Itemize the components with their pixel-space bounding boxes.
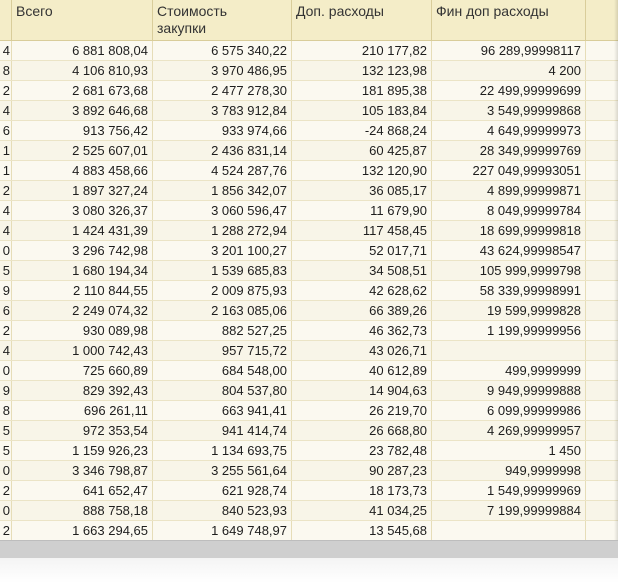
table-row[interactable] [0, 181, 618, 201]
cell-row-code[interactable]: 4 [0, 201, 12, 220]
cell-extra-costs[interactable]: 34 508,51 [292, 261, 432, 280]
table-row[interactable] [0, 141, 618, 161]
cell-extra-costs[interactable]: 26 668,80 [292, 421, 432, 440]
cell-total[interactable]: 725 660,89 [12, 361, 153, 380]
header-total[interactable]: Всего [12, 0, 153, 40]
cell-extra-costs[interactable]: 181 895,38 [292, 81, 432, 100]
cell-purchase-cost[interactable]: 3 783 912,84 [153, 101, 292, 120]
cell-fin-extra-costs[interactable]: 4 269,99999957 [432, 421, 586, 440]
cell-total[interactable]: 829 392,43 [12, 381, 153, 400]
cell-row-code[interactable]: 5 [0, 441, 12, 460]
cell-extra-costs[interactable]: -24 868,24 [292, 121, 432, 140]
cell-total[interactable]: 1 680 194,34 [12, 261, 153, 280]
cell-row-code[interactable]: 0 [0, 241, 12, 260]
cell-purchase-cost[interactable]: 2 477 278,30 [153, 81, 292, 100]
cell-extra-costs[interactable]: 90 287,23 [292, 461, 432, 480]
cell-extra-costs[interactable]: 66 389,26 [292, 301, 432, 320]
cell-total[interactable]: 641 652,47 [12, 481, 153, 500]
cell-total[interactable]: 913 756,42 [12, 121, 153, 140]
cell-total[interactable]: 3 346 798,87 [12, 461, 153, 480]
table-row[interactable] [0, 161, 618, 181]
cell-row-code[interactable]: 0 [0, 501, 12, 520]
cell-extra-costs[interactable]: 43 026,71 [292, 341, 432, 360]
cell-extra-costs[interactable]: 132 123,98 [292, 61, 432, 80]
cell-purchase-cost[interactable]: 1 856 342,07 [153, 181, 292, 200]
cell-total[interactable]: 1 663 294,65 [12, 521, 153, 540]
cell-total[interactable]: 6 881 808,04 [12, 41, 153, 60]
cell-row-code[interactable]: 4 [0, 341, 12, 360]
cell-purchase-cost[interactable]: 941 414,74 [153, 421, 292, 440]
cell-total[interactable]: 1 159 926,23 [12, 441, 153, 460]
table-row[interactable] [0, 461, 618, 481]
cell-purchase-cost[interactable]: 2 436 831,14 [153, 141, 292, 160]
cell-purchase-cost[interactable]: 4 524 287,76 [153, 161, 292, 180]
cell-fin-extra-costs[interactable]: 4 899,99999871 [432, 181, 586, 200]
cell-purchase-cost[interactable]: 1 288 272,94 [153, 221, 292, 240]
cell-row-code[interactable]: 1 [0, 141, 12, 160]
table-header [0, 0, 618, 41]
cell-purchase-cost[interactable]: 1 134 693,75 [153, 441, 292, 460]
cell-extra-costs[interactable]: 23 782,48 [292, 441, 432, 460]
cell-purchase-cost[interactable]: 933 974,66 [153, 121, 292, 140]
cell-row-code[interactable]: 2 [0, 81, 12, 100]
cell-purchase-cost[interactable]: 3 255 561,64 [153, 461, 292, 480]
cell-fin-extra-costs[interactable]: 22 499,99999699 [432, 81, 586, 100]
table-body [0, 41, 618, 561]
cell-fin-extra-costs[interactable] [432, 521, 586, 540]
cell-purchase-cost[interactable]: 804 537,80 [153, 381, 292, 400]
cell-purchase-cost[interactable]: 1 539 685,83 [153, 261, 292, 280]
cell-total[interactable]: 972 353,54 [12, 421, 153, 440]
cell-fin-extra-costs[interactable]: 8 049,99999784 [432, 201, 586, 220]
cell-fin-extra-costs[interactable]: 499,9999999 [432, 361, 586, 380]
header-fin-extra-costs[interactable]: Фин доп расходы [432, 0, 586, 40]
table-row[interactable] [0, 261, 618, 281]
table-row[interactable] [0, 281, 618, 301]
cell-purchase-cost[interactable]: 684 548,00 [153, 361, 292, 380]
cell-extra-costs[interactable]: 11 679,90 [292, 201, 432, 220]
window-bottom-area [0, 558, 618, 583]
cell-row-code[interactable]: 4 [0, 221, 12, 240]
header-cut-column[interactable] [0, 0, 12, 40]
cell-extra-costs[interactable]: 52 017,71 [292, 241, 432, 260]
cell-total[interactable]: 1 000 742,43 [12, 341, 153, 360]
table-row[interactable] [0, 221, 618, 241]
cell-total[interactable]: 3 892 646,68 [12, 101, 153, 120]
cell-fin-extra-costs[interactable]: 43 624,99998547 [432, 241, 586, 260]
table-row[interactable] [0, 481, 618, 501]
cell-extra-costs[interactable]: 40 612,89 [292, 361, 432, 380]
cell-purchase-cost[interactable]: 957 715,72 [153, 341, 292, 360]
cell-fin-extra-costs[interactable]: 96 289,99998117 [432, 41, 586, 60]
cell-fin-extra-costs[interactable]: 7 199,99999884 [432, 501, 586, 520]
cell-total[interactable]: 1 424 431,39 [12, 221, 153, 240]
table-row[interactable] [0, 521, 618, 541]
table-row[interactable] [0, 421, 618, 441]
cell-row-code[interactable]: 1 [0, 161, 12, 180]
header-purchase-cost[interactable]: Стоимость закупки [153, 0, 292, 40]
table-row[interactable] [0, 81, 618, 101]
cell-fin-extra-costs[interactable] [432, 341, 586, 360]
table-row[interactable] [0, 121, 618, 141]
cell-total[interactable]: 2 249 074,32 [12, 301, 153, 320]
cell-total[interactable]: 2 110 844,55 [12, 281, 153, 300]
cell-row-code[interactable]: 5 [0, 261, 12, 280]
cell-fin-extra-costs[interactable]: 19 599,9999828 [432, 301, 586, 320]
cell-row-code[interactable]: 0 [0, 461, 12, 480]
cell-row-code[interactable]: 4 [0, 101, 12, 120]
cell-total[interactable]: 3 296 742,98 [12, 241, 153, 260]
cell-row-code[interactable]: 8 [0, 401, 12, 420]
table-row[interactable] [0, 501, 618, 521]
cell-total[interactable]: 1 897 327,24 [12, 181, 153, 200]
cell-extra-costs[interactable]: 132 120,90 [292, 161, 432, 180]
cell-purchase-cost[interactable]: 2 009 875,93 [153, 281, 292, 300]
cell-fin-extra-costs[interactable]: 28 349,99999769 [432, 141, 586, 160]
horizontal-scrollbar[interactable] [0, 540, 618, 559]
cell-purchase-cost[interactable]: 621 928,74 [153, 481, 292, 500]
cell-fin-extra-costs[interactable]: 4 200 [432, 61, 586, 80]
cell-row-code[interactable]: 4 [0, 41, 12, 60]
cell-row-code[interactable]: 2 [0, 321, 12, 340]
cell-extra-costs[interactable]: 13 545,68 [292, 521, 432, 540]
cell-row-code[interactable]: 8 [0, 61, 12, 80]
cell-total[interactable]: 4 883 458,66 [12, 161, 153, 180]
cell-total[interactable]: 2 525 607,01 [12, 141, 153, 160]
table-row[interactable] [0, 441, 618, 461]
header-extra-costs[interactable]: Доп. расходы [292, 0, 432, 40]
cell-row-code[interactable]: 5 [0, 421, 12, 440]
table-row[interactable] [0, 41, 618, 61]
table-row[interactable] [0, 361, 618, 381]
cell-fin-extra-costs[interactable]: 3 549,99999868 [432, 101, 586, 120]
cell-purchase-cost[interactable]: 882 527,25 [153, 321, 292, 340]
cell-total[interactable]: 4 106 810,93 [12, 61, 153, 80]
cell-extra-costs[interactable]: 14 904,63 [292, 381, 432, 400]
right-edge-shadow [614, 0, 618, 558]
cell-row-code[interactable]: 6 [0, 121, 12, 140]
table-row[interactable] [0, 321, 618, 341]
cell-total[interactable]: 3 080 326,37 [12, 201, 153, 220]
cell-purchase-cost[interactable]: 2 163 085,06 [153, 301, 292, 320]
table-row[interactable] [0, 341, 618, 361]
cell-row-code[interactable]: 2 [0, 521, 12, 540]
cell-extra-costs[interactable]: 36 085,17 [292, 181, 432, 200]
table-row[interactable] [0, 381, 618, 401]
cell-row-code[interactable]: 6 [0, 301, 12, 320]
cell-purchase-cost[interactable]: 3 970 486,95 [153, 61, 292, 80]
cell-fin-extra-costs[interactable]: 1 450 [432, 441, 586, 460]
cell-fin-extra-costs[interactable]: 18 699,99999818 [432, 221, 586, 240]
cell-fin-extra-costs[interactable]: 1 549,99999969 [432, 481, 586, 500]
cell-total[interactable]: 888 758,18 [12, 501, 153, 520]
table-row[interactable] [0, 301, 618, 321]
cell-purchase-cost[interactable]: 840 523,93 [153, 501, 292, 520]
cell-fin-extra-costs[interactable]: 227 049,99993051 [432, 161, 586, 180]
cell-fin-extra-costs[interactable]: 4 649,99999973 [432, 121, 586, 140]
cell-fin-extra-costs[interactable]: 9 949,99999888 [432, 381, 586, 400]
cell-total[interactable]: 930 089,98 [12, 321, 153, 340]
cell-extra-costs[interactable]: 210 177,82 [292, 41, 432, 60]
cell-purchase-cost[interactable]: 663 941,41 [153, 401, 292, 420]
cell-total[interactable]: 2 681 673,68 [12, 81, 153, 100]
cell-fin-extra-costs[interactable]: 105 999,9999798 [432, 261, 586, 280]
table-row[interactable] [0, 101, 618, 121]
cell-fin-extra-costs[interactable]: 58 339,99998991 [432, 281, 586, 300]
cell-extra-costs[interactable]: 117 458,45 [292, 221, 432, 240]
cell-row-code[interactable]: 0 [0, 361, 12, 380]
cell-row-code[interactable]: 9 [0, 281, 12, 300]
cell-row-code[interactable]: 2 [0, 181, 12, 200]
cell-fin-extra-costs[interactable]: 949,9999998 [432, 461, 586, 480]
cell-extra-costs[interactable]: 18 173,73 [292, 481, 432, 500]
table-row[interactable] [0, 241, 618, 261]
cell-purchase-cost[interactable]: 3 201 100,27 [153, 241, 292, 260]
cell-total[interactable]: 696 261,11 [12, 401, 153, 420]
cell-row-code[interactable]: 9 [0, 381, 12, 400]
cell-extra-costs[interactable]: 60 425,87 [292, 141, 432, 160]
cell-purchase-cost[interactable]: 3 060 596,47 [153, 201, 292, 220]
cell-extra-costs[interactable]: 46 362,73 [292, 321, 432, 340]
table-row[interactable] [0, 201, 618, 221]
table-row[interactable] [0, 61, 618, 81]
cell-extra-costs[interactable]: 41 034,25 [292, 501, 432, 520]
cell-fin-extra-costs[interactable]: 1 199,99999956 [432, 321, 586, 340]
cell-purchase-cost[interactable]: 1 649 748,97 [153, 521, 292, 540]
cell-extra-costs[interactable]: 26 219,70 [292, 401, 432, 420]
cell-extra-costs[interactable]: 105 183,84 [292, 101, 432, 120]
cell-purchase-cost[interactable]: 6 575 340,22 [153, 41, 292, 60]
cell-row-code[interactable]: 2 [0, 481, 12, 500]
cell-fin-extra-costs[interactable]: 6 099,99999986 [432, 401, 586, 420]
cell-extra-costs[interactable]: 42 628,62 [292, 281, 432, 300]
table-row[interactable] [0, 401, 618, 421]
